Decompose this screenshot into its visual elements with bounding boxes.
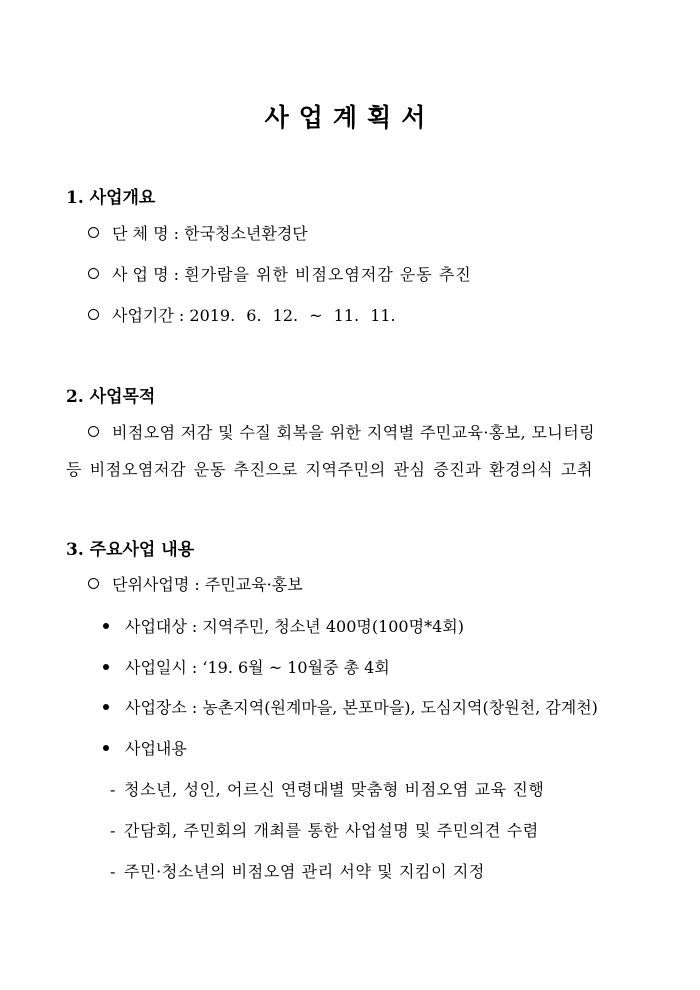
item-label: 사 업 명 bbox=[112, 265, 169, 284]
section-heading-purpose: 2. 사업목적 bbox=[66, 387, 156, 407]
detail-item: - 간담회, 주민회의 개최를 통한 사업설명 및 주민의견 수렴 bbox=[110, 821, 539, 840]
circle-bullet-icon bbox=[88, 227, 99, 238]
section-heading-overview: 1. 사업개요 bbox=[66, 188, 156, 208]
circle-bullet-icon bbox=[88, 309, 99, 320]
dot-bullet-icon bbox=[103, 704, 109, 710]
item-value: 2019. 6. 12. ~ 11. 11. bbox=[189, 306, 396, 325]
item-label: 사업기간 bbox=[112, 306, 174, 325]
item-value: 흰가람을 위한 비점오염저감 운동 추진 bbox=[184, 265, 472, 284]
overview-item-org: 단 체 명 : 한국청소년환경단 bbox=[88, 221, 308, 244]
item-label: 단 체 명 bbox=[112, 224, 169, 243]
dash-bullet-icon: - bbox=[110, 780, 117, 799]
detail-item: - 청소년, 성인, 어르신 연령대별 맞춤형 비점오염 교육 진행 bbox=[110, 780, 545, 799]
overview-item-period: 사업기간 : 2019. 6. 12. ~ 11. 11. bbox=[88, 303, 396, 326]
circle-bullet-icon bbox=[88, 268, 99, 279]
unit-project-name: 단위사업명 : 주민교육·홍보 bbox=[88, 572, 303, 595]
bullet-item: 사업대상 : 지역주민, 청소년 400명(100명*4회) bbox=[103, 614, 464, 637]
dot-bullet-icon bbox=[103, 623, 109, 629]
item-value: 한국청소년환경단 bbox=[184, 224, 308, 243]
overview-item-project: 사 업 명 : 흰가람을 위한 비점오염저감 운동 추진 bbox=[88, 262, 472, 285]
dot-bullet-icon bbox=[103, 745, 109, 751]
dot-bullet-icon bbox=[103, 664, 109, 670]
circle-bullet-icon bbox=[88, 578, 99, 589]
bullet-item: 사업장소 : 농촌지역(원계마을, 본포마을), 도심지역(창원천, 감계천) bbox=[103, 695, 598, 718]
dash-bullet-icon: - bbox=[110, 821, 117, 840]
bullet-item: 사업일시 : ‘19. 6월 ~ 10월중 총 4회 bbox=[103, 655, 390, 678]
dash-bullet-icon: - bbox=[110, 862, 117, 881]
page-title: 사업계획서 bbox=[264, 103, 436, 132]
circle-bullet-icon bbox=[88, 426, 99, 437]
bullet-item: 사업내용 bbox=[103, 736, 187, 759]
purpose-line-2: 등 비점오염저감 운동 추진으로 지역주민의 관심 증진과 환경의식 고취 bbox=[66, 460, 594, 479]
detail-item: - 주민·청소년의 비점오염 관리 서약 및 지킴이 지정 bbox=[110, 862, 485, 881]
purpose-line-1: 비점오염 저감 및 수질 회복을 위한 지역별 주민교육·홍보, 모니터링 bbox=[88, 420, 595, 443]
section-heading-main-projects: 3. 주요사업 내용 bbox=[66, 540, 195, 560]
